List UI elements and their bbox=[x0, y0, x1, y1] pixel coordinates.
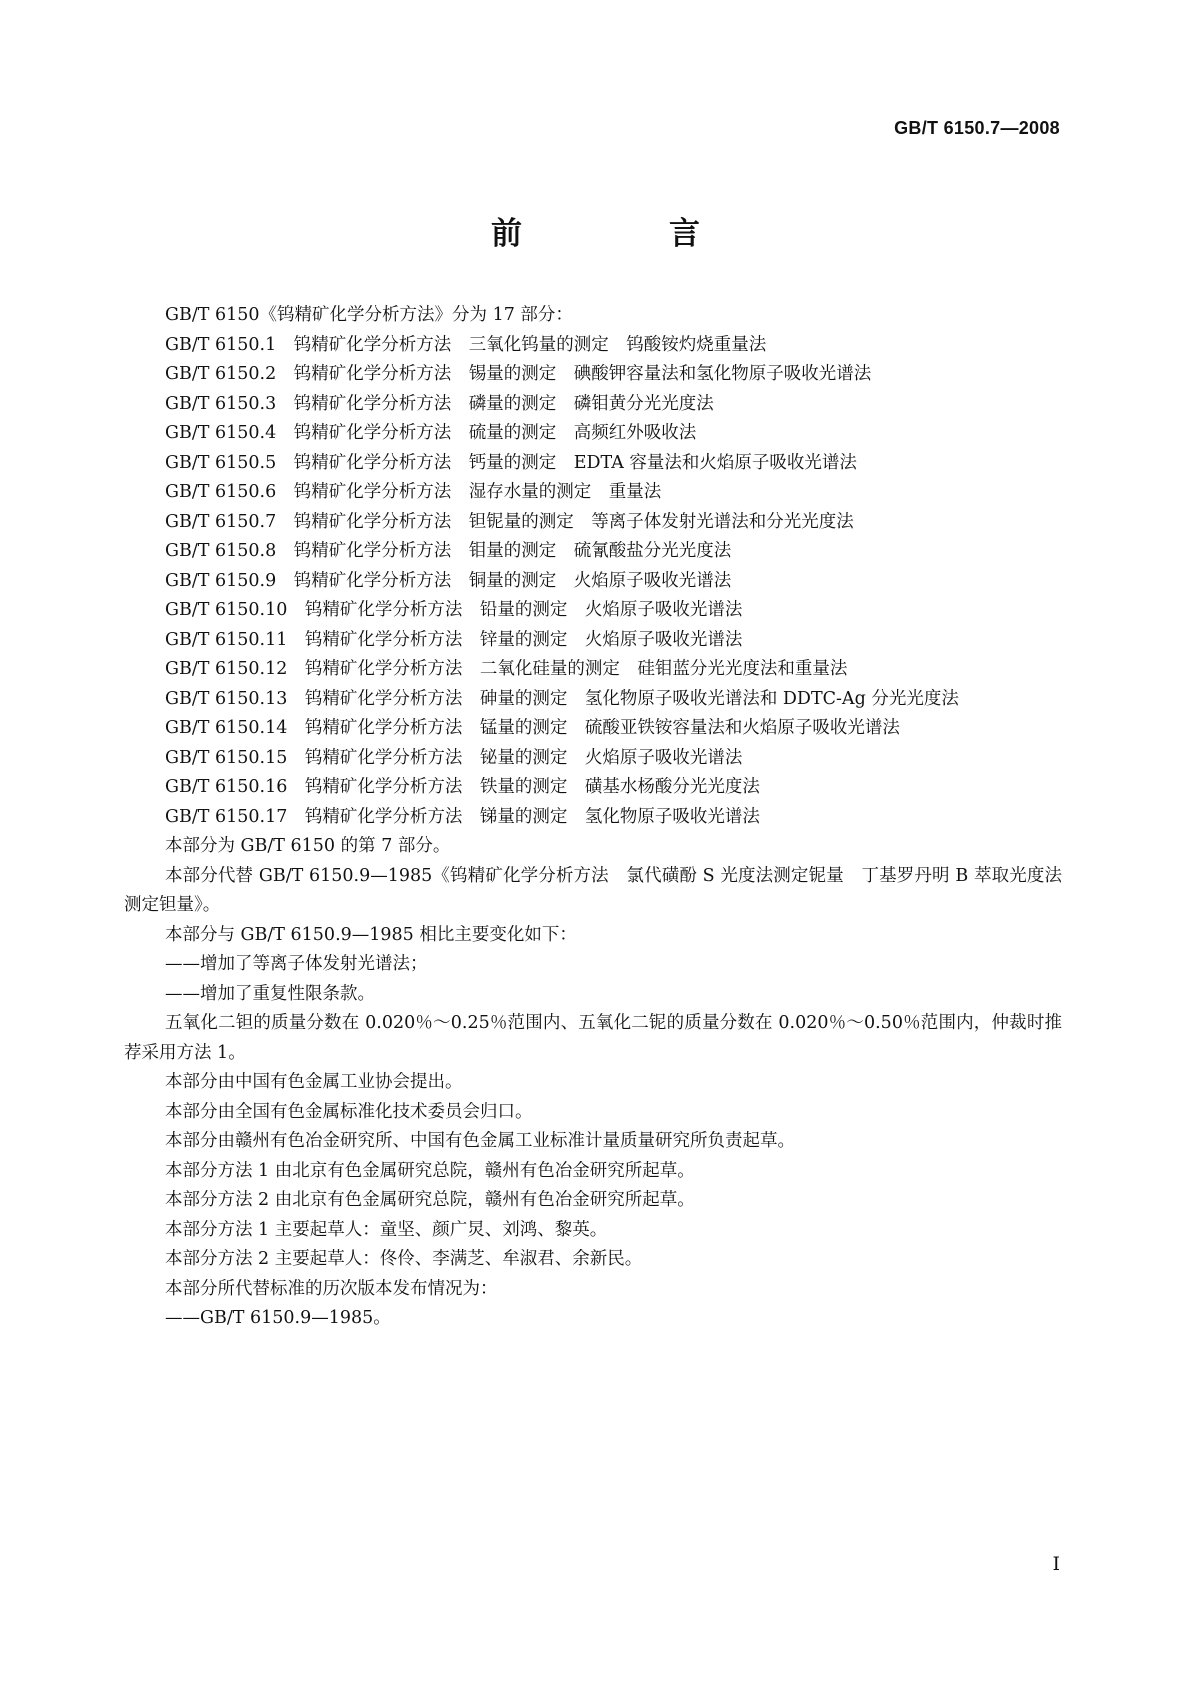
foreword-body bbox=[124, 301, 1062, 1334]
page-title: 前 言 bbox=[491, 216, 758, 252]
paragraph-part-statement: 本部分为 GB/T 6150 的第 7 部分。 bbox=[165, 836, 451, 856]
paragraph-method-1-authors: 本部分方法 1 主要起草人：童坚、颜广炅、刘鸿、黎英。 bbox=[165, 1219, 608, 1240]
list-item-change-1: ——增加了等离子体发射光谱法； bbox=[165, 954, 428, 974]
paragraph-centralized-by: 本部分由全国有色金属标准化技术委员会归口。 bbox=[165, 1101, 533, 1122]
list-item-change-2: ——增加了重复性限条款。 bbox=[165, 983, 375, 1004]
standard-number: GB/T 6150.7—2008 bbox=[894, 118, 1060, 138]
list-item-part-16: GB/T 6150.16 钨精矿化学分析方法 铁量的测定 磺基水杨酸分光光度法 bbox=[165, 777, 760, 797]
list-item-part-13: GB/T 6150.13 钨精矿化学分析方法 砷量的测定 氢化物原子吸收光谱法和 DDTC-Ag 分光光度法 bbox=[165, 688, 959, 709]
list-item-part-3: GB/T 6150.3 钨精矿化学分析方法 磷量的测定 磷钼黄分光光度法 bbox=[165, 393, 714, 414]
paragraph-intro: GB/T 6150《钨精矿化学分析方法》分为 17 部分： bbox=[165, 305, 573, 325]
list-item-part-12: GB/T 6150.12 钨精矿化学分析方法 二氧化硅量的测定 硅钼蓝分光光度法和重量法 bbox=[165, 659, 848, 679]
list-item-part-8: GB/T 6150.8 钨精矿化学分析方法 钼量的测定 硫氰酸盐分光光度法 bbox=[165, 541, 732, 561]
list-item-part-1: GB/T 6150.1 钨精矿化学分析方法 三氧化钨量的测定 钨酸铵灼烧重量法 bbox=[165, 334, 767, 355]
list-item-history-1: ——GB/T 6150.9—1985。 bbox=[165, 1308, 391, 1328]
page-number: I bbox=[1052, 1553, 1060, 1575]
list-item-part-11: GB/T 6150.11 钨精矿化学分析方法 锌量的测定 火焰原子吸收光谱法 bbox=[165, 629, 743, 650]
list-item-part-10: GB/T 6150.10 钨精矿化学分析方法 铅量的测定 火焰原子吸收光谱法 bbox=[165, 600, 743, 620]
list-item-part-2: GB/T 6150.2 钨精矿化学分析方法 锡量的测定 碘酸钾容量法和氢化物原子吸收光谱法 bbox=[165, 364, 872, 384]
paragraph-method-1-drafter: 本部分方法 1 由北京有色金属研究总院，赣州有色冶金研究所起草。 bbox=[165, 1160, 695, 1181]
list-item-part-14: GB/T 6150.14 钨精矿化学分析方法 锰量的测定 硫酸亚铁铵容量法和火焰原子吸收光谱法 bbox=[165, 718, 900, 738]
list-item-part-7: GB/T 6150.7 钨精矿化学分析方法 钽铌量的测定 等离子体发射光谱法和分光光度法 bbox=[165, 511, 854, 532]
paragraph-method-2-drafter: 本部分方法 2 由北京有色金属研究总院，赣州有色冶金研究所起草。 bbox=[165, 1190, 695, 1210]
list-item-part-9: GB/T 6150.9 钨精矿化学分析方法 铜量的测定 火焰原子吸收光谱法 bbox=[165, 570, 732, 591]
paragraph-replaces: 本部分代替 GB/T 6150.9—1985《钨精矿化学分析方法 氯代磺酚 S 光度法测定铌量 丁基罗丹明 B 萃取光度法测定钽量》。 bbox=[124, 865, 1062, 915]
list-item-part-6: GB/T 6150.6 钨精矿化学分析方法 湿存水量的测定 重量法 bbox=[165, 482, 662, 502]
list-item-part-17: GB/T 6150.17 钨精矿化学分析方法 锑量的测定 氢化物原子吸收光谱法 bbox=[165, 806, 760, 827]
paragraph-drafted-by: 本部分由赣州有色冶金研究所、中国有色金属工业标准计量质量研究所负责起草。 bbox=[165, 1131, 795, 1151]
paragraph-method-2-authors: 本部分方法 2 主要起草人：佟伶、李满芝、牟淑君、余新民。 bbox=[165, 1249, 643, 1269]
paragraph-changes-intro: 本部分与 GB/T 6150.9—1985 相比主要变化如下： bbox=[165, 924, 577, 945]
paragraph-history-intro: 本部分所代替标准的历次版本发布情况为： bbox=[165, 1278, 498, 1299]
paragraph-proposed-by: 本部分由中国有色金属工业协会提出。 bbox=[165, 1072, 463, 1092]
list-item-part-15: GB/T 6150.15 钨精矿化学分析方法 铋量的测定 火焰原子吸收光谱法 bbox=[165, 747, 743, 768]
list-item-part-4: GB/T 6150.4 钨精矿化学分析方法 硫量的测定 高频红外吸收法 bbox=[165, 423, 697, 443]
list-item-part-5: GB/T 6150.5 钨精矿化学分析方法 钙量的测定 EDTA 容量法和火焰原子吸收光谱法 bbox=[165, 452, 857, 473]
paragraph-mass-fraction: 五氧化二钽的质量分数在 0.020％～0.25％范围内、五氧化二铌的质量分数在 0.020％～0.50％范围内，仲裁时推荐采用方法 1。 bbox=[124, 1013, 1062, 1063]
